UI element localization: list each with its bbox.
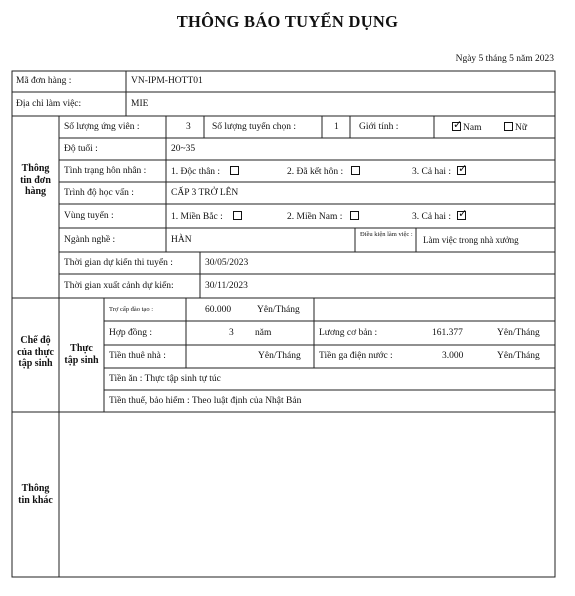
training-allowance-unit: Yên/Tháng	[257, 305, 300, 315]
page-title: THÔNG BÁO TUYỂN DỤNG	[176, 12, 399, 31]
checkbox-region-both[interactable]	[457, 207, 468, 220]
gender-female-option[interactable]: Nữ	[504, 122, 527, 134]
checkbox-married[interactable]	[351, 166, 360, 175]
base-salary-unit: Yên/Tháng	[497, 328, 540, 338]
contract-years: 3	[229, 328, 234, 338]
checkbox-marital-both[interactable]	[457, 162, 468, 175]
work-condition-value: Làm việc trong nhà xưởng	[423, 235, 519, 245]
checkbox-north[interactable]	[233, 211, 242, 220]
address-value: MIE	[131, 99, 149, 109]
meals-text: Tiền ăn : Thực tập sinh tự túc	[109, 374, 221, 384]
marital-option-both[interactable]: 3. Cả hai : ✓	[412, 162, 468, 177]
rent-label: Tiền thuê nhà :	[109, 351, 166, 361]
contract-label: Hợp đồng :	[109, 328, 153, 338]
candidates-label: Số lượng ứng viên :	[64, 122, 140, 132]
marital-option-married[interactable]: 2. Đã kết hôn :	[287, 166, 360, 178]
marital-label: Tình trạng hôn nhân :	[64, 166, 147, 176]
section-order-info: Thông tin đơn hàng	[20, 163, 51, 197]
checkbox-south[interactable]	[350, 211, 359, 220]
exam-date-value: 30/05/2023	[205, 258, 249, 268]
checkbox-single[interactable]	[230, 166, 239, 175]
check-icon: ✓	[453, 118, 463, 131]
other-info-content	[60, 413, 554, 576]
utilities-label: Tiền ga điện nước :	[319, 351, 393, 361]
utilities-value: 3.000	[442, 351, 464, 361]
education-value: CẤP 3 TRỞ LÊN	[171, 188, 239, 198]
gender-male-option[interactable]: ✓ Nam	[453, 118, 482, 133]
industry-value: HÀN	[171, 235, 192, 245]
rent-unit: Yên/Tháng	[258, 351, 301, 361]
section-intern-regime: Chế độ của thực tập sinh	[17, 335, 54, 369]
exam-date-label: Thời gian dự kiến thi tuyển :	[64, 258, 173, 268]
work-condition-label: Điều kiện làm việc :	[360, 231, 413, 238]
checkbox-female[interactable]	[504, 122, 513, 131]
selected-value: 1	[334, 122, 339, 132]
check-icon: ✓	[458, 162, 468, 175]
marital-option-single[interactable]: 1. Độc thân :	[171, 166, 239, 178]
utilities-unit: Yên/Tháng	[497, 351, 540, 361]
gender-label: Giới tính :	[359, 122, 399, 132]
base-salary-label: Lương cơ bản :	[319, 328, 378, 338]
tax-insurance-text: Tiền thuế, bảo hiểm : Theo luật định của Nhật Bản	[109, 396, 302, 406]
check-icon: ✓	[458, 207, 468, 220]
region-option-north[interactable]: 1. Miền Bắc :	[171, 211, 242, 223]
document-date: Ngày 5 tháng 5 năm 2023	[455, 54, 554, 64]
education-label: Trình độ học vấn :	[64, 188, 134, 198]
region-option-both[interactable]: 3. Cả hai : ✓	[412, 207, 468, 222]
departure-value: 30/11/2023	[205, 281, 248, 291]
region-label: Vùng tuyển :	[64, 211, 114, 221]
base-salary-value: 161.377	[432, 328, 463, 338]
section-other-info: Thông tin khác	[18, 483, 53, 506]
departure-label: Thời gian xuất cảnh dự kiến:	[64, 281, 174, 291]
section-intern: Thực tập sinh	[64, 343, 99, 366]
selected-label: Số lượng tuyển chọn :	[212, 122, 297, 132]
contract-unit: năm	[255, 328, 272, 338]
order-code-label: Mã đơn hàng :	[16, 76, 72, 86]
order-code: VN-IPM-HOTT01	[131, 76, 203, 86]
address-label: Địa chỉ làm việc:	[16, 99, 82, 109]
region-option-south[interactable]: 2. Miền Nam :	[287, 211, 359, 223]
industry-label: Ngành nghề :	[64, 235, 116, 245]
age-value: 20~35	[171, 144, 196, 154]
training-allowance-value: 60.000	[205, 305, 232, 315]
training-allowance-label: Trợ cấp đào tạo :	[109, 306, 153, 313]
age-label: Độ tuổi :	[64, 144, 98, 154]
checkbox-male[interactable]	[452, 118, 463, 131]
candidates-value: 3	[186, 122, 191, 132]
